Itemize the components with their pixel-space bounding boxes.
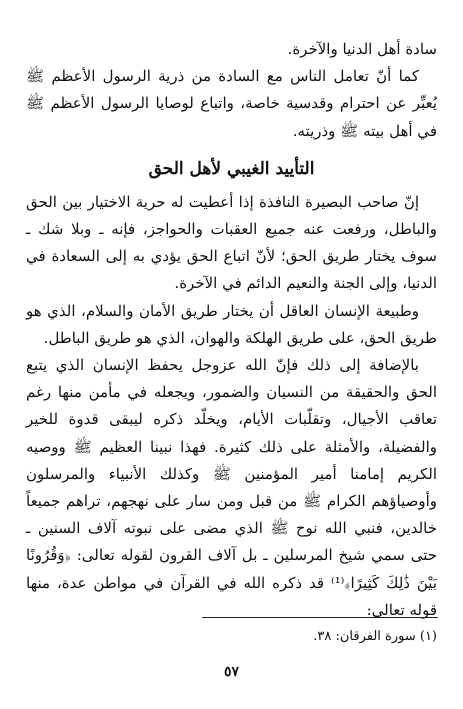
- paragraph-human-nature: وطبيعة الإنسان العاقل أن يختار طريق الأمان والسلام، الذي هو طريق الحق، على طريق الهلكة والهوان، الذي هو طريق الباطل.: [26, 301, 437, 347]
- page-number: ٥٧: [223, 664, 240, 680]
- footnote-divider: [202, 617, 438, 618]
- section-heading: التأييد الغيبي لأهل الحق: [148, 158, 315, 179]
- paragraph-examples: بالإضافة إلى ذلك فإنّ الله عزوجل يحفظ الإنسان الذي يتبع الحق والحقيقة من النسيان والضمور، ويجعله في مأمن منها رغم تعاقب الأجيال، وتقلّبات الأيام، ويخلّد ذكره ليبقى قدوة للخير والفضيلة، والأمثلة على ذلك كثيرة. فهذا نبينا العظيم ﷺ ووصيه الكريم إمامنا أمير المؤمنين ﷺ وكذلك الأنبياء والمرسلون وأوصياؤهم الكرام ﷺ من قبل ومن سار على نهجهم، تراهم جميعاً خالدين، فنبي الله نوح ﷺ الذي مضى على نبوته آلاف السنين ـ حتى سمي شيخ المرسلين ـ بل آلاف القرون لقوله تعالى: ﴿وَقُرُونًا بَيْنَ ذَٰلِكَ كَثِيرًا﴾⁽¹⁾ قد ذكره الله في القرآن في مواطن عدة، منها قوله تعالى:: [26, 356, 437, 619]
- body-text: [26, 36, 437, 624]
- footnote: (١) سورة الفرقان: ٣٨.: [313, 629, 437, 644]
- paragraph-intro-line: سادة أهل الدنيا والآخرة.: [287, 40, 437, 58]
- paragraph-sayyids: كما أنّ تعامل الناس مع السادة من ذرية الرسول الأعظم ﷺ يُعبِّر عن احترام وقدسية خاصة، واتباع لوصايا الرسول الأعظم ﷺ في أهل بيته ﷺ وذريته.: [26, 67, 437, 140]
- paragraph-insight: إنّ صاحب البصيرة النافذة إذا أعطيت له حرية الاختيار بين الحق والباطل، ورفعت عنه جميع العقبات والحواجز، فإنه ـ وبلا شك ـ سوف يختار طريق الحق؛ لأنّ اتباع الحق يؤدي به إلى السعادة في الدنيا، وإلى الجنة والنعيم الدائم في الآخرة.: [26, 192, 437, 293]
